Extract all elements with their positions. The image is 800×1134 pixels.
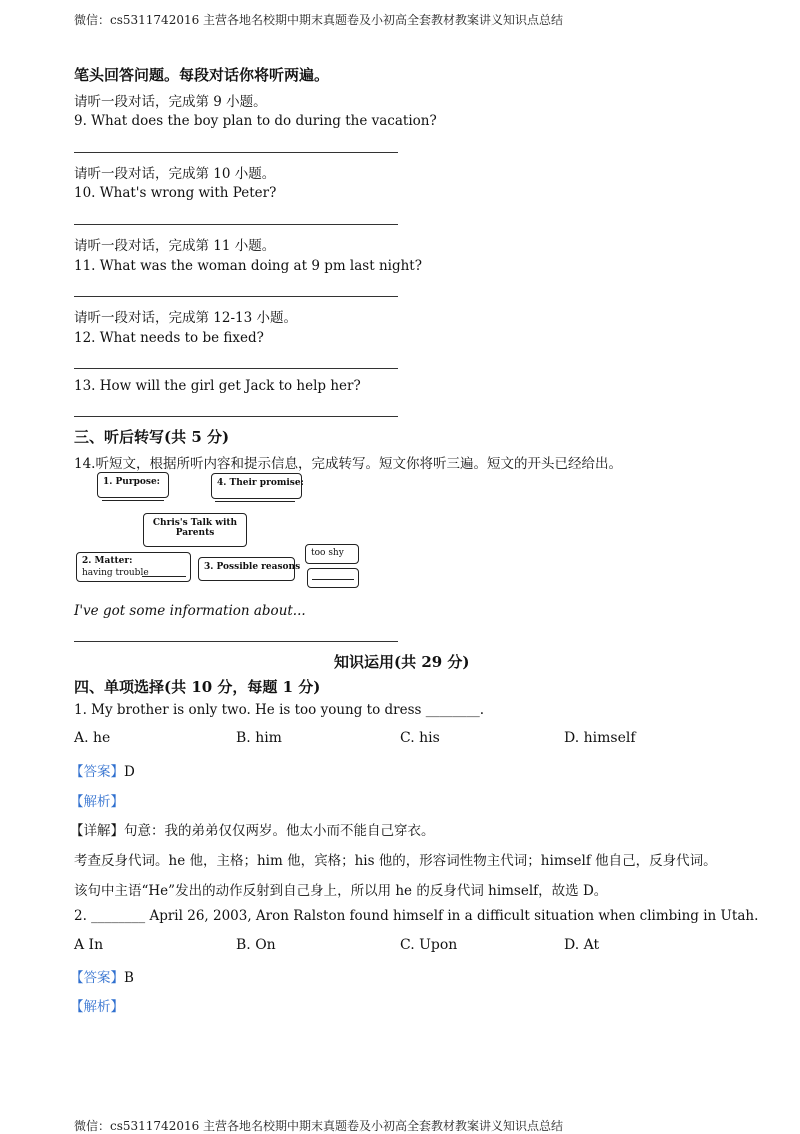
shy-label: too shy [311,548,344,558]
promise-blank [215,501,295,502]
q2-answer-label: 【答案】 [70,970,124,986]
q1-option-c[interactable]: C. his [400,730,440,746]
q2-option-d[interactable]: D. At [564,937,600,953]
matter-blank [142,576,186,577]
transcribe-starter: I've got some information about... [74,603,306,619]
q1-answer [70,760,135,780]
promise-box [211,473,302,499]
q1-answer-value: D [124,764,135,780]
section3-title: 三、听后转写(共 5 分) [74,428,230,446]
answer-line-13[interactable] [74,416,398,417]
q2-option-a[interactable]: A In [74,937,104,953]
question-12: 12. What needs to be fixed? [74,330,264,346]
instruction-9: 请听一段对话，完成第 9 小题。 [74,94,267,110]
reason-blank [312,579,354,580]
q1-detail-label: 【详解】 [70,823,124,839]
q1-detail-text: 句意：我的弟弟仅仅两岁。他太小而不能自己穿衣。 [124,823,435,839]
q1-explanation-1: 考查反身代词。he 他，主格；him 他，宾格；his 他的，形容词性物主代词；himself 他自己，反身代词。 [74,853,717,869]
reasons-label: 3. Possible reasons [204,562,301,572]
question-9: 9. What does the boy plan to do during the vacation? [74,113,437,129]
center-title-line1: Chris's Talk with [152,518,238,528]
matter-label: 2. Matter: [82,556,133,566]
question-11: 11. What was the woman doing at 9 pm last night? [74,258,422,274]
purpose-label: 1. Purpose: [103,477,160,487]
purpose-box [97,472,169,498]
question-13: 13. How will the girl get Jack to help her? [74,378,361,394]
promise-label: 4. Their promise: [217,478,304,488]
q2-stem: 2. ________ April 26, 2003, Aron Ralston found himself in a difficult situation when climbing in Utah. [74,908,759,924]
center-box [143,513,247,547]
q2-analysis-label: 【解析】 [70,999,124,1015]
instruction-10: 请听一段对话，完成第 10 小题。 [74,166,276,182]
page-header: 微信：cs5311742016 主营各地名校期中期末真题卷及小初高全套教材教案讲义知识点总结 [74,13,564,27]
answer-line-9[interactable] [74,152,398,153]
q1-option-a[interactable]: A. he [74,730,111,746]
q1-explanation-2: 该句中主语“He”发出的动作反射到自己身上，所以用 he 的反身代词 himself，故选 D。 [74,883,608,899]
matter-hint: having trouble [82,568,149,578]
q1-analysis-label: 【解析】 [70,794,124,810]
instruction-12-13: 请听一段对话，完成第 12-13 小题。 [74,310,298,326]
q1-answer-label: 【答案】 [70,764,124,780]
answer-line-11[interactable] [74,296,398,297]
q1-option-d[interactable]: D. himself [564,730,636,746]
q2-answer-value: B [124,970,134,986]
instruction-11: 请听一段对话，完成第 11 小题。 [74,238,276,254]
q2-answer [70,966,134,986]
center-title-line2: Parents [175,528,215,538]
q1-detail [70,819,435,839]
page-footer: 微信：cs5311742016 主营各地名校期中期末真题卷及小初高全套教材教案讲义知识点总结 [74,1119,564,1133]
mind-map-diagram [70,468,370,594]
section-intro: 笔头回答问题。每段对话你将听两遍。 [74,66,330,84]
section3-instruction: 14.听短文，根据所听内容和提示信息，完成转写。短文你将听三遍。短文的开头已经给出。 [74,456,622,472]
transcribe-answer-line[interactable] [74,641,398,642]
reason-blank-box [307,568,359,588]
q2-option-c[interactable]: C. Upon [400,937,458,953]
answer-line-10[interactable] [74,224,398,225]
purpose-blank [102,500,164,501]
matter-box [76,552,191,582]
section4-title: 四、单项选择(共 10 分，每题 1 分) [74,678,321,696]
q2-option-b[interactable]: B. On [236,937,276,953]
shy-box [305,544,359,564]
question-10: 10. What's wrong with Peter? [74,185,277,201]
reasons-box [198,557,301,581]
answer-line-12[interactable] [74,368,398,369]
part-title: 知识运用(共 29 分) [334,653,470,671]
q1-stem: 1. My brother is only two. He is too young to dress ________. [74,702,485,718]
q1-option-b[interactable]: B. him [236,730,282,746]
